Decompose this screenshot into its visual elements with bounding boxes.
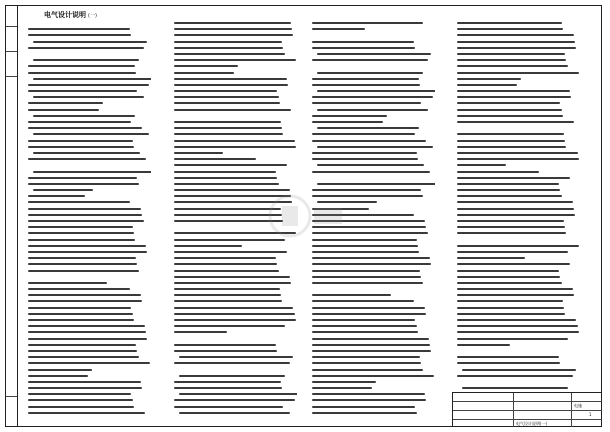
text-line — [28, 393, 131, 395]
text-line — [179, 356, 293, 358]
text-line — [28, 164, 147, 166]
text-line — [457, 356, 559, 358]
text-line — [28, 177, 137, 179]
text-line — [174, 59, 296, 61]
title-suffix: (一) — [88, 13, 97, 19]
text-line — [28, 90, 137, 92]
text-line — [312, 65, 429, 67]
text-line — [28, 325, 145, 327]
text-line — [174, 331, 227, 333]
text-line — [28, 270, 139, 272]
sheet-number: 1 — [589, 412, 592, 417]
title-block-divider — [571, 393, 572, 427]
title-block-row — [453, 419, 602, 420]
text-line — [28, 313, 133, 315]
text-line — [457, 127, 575, 129]
text-line — [28, 239, 135, 241]
text-line — [174, 53, 285, 55]
text-line — [312, 59, 428, 61]
text-line — [312, 47, 415, 49]
text-line — [174, 127, 282, 129]
text-line — [457, 152, 578, 154]
text-line — [312, 399, 426, 401]
binding-divider — [6, 26, 17, 27]
text-line — [33, 78, 151, 80]
text-line — [28, 344, 136, 346]
text-line — [28, 276, 150, 278]
text-line — [174, 288, 280, 290]
text-line — [28, 28, 130, 30]
text-line — [28, 399, 133, 401]
text-line — [457, 251, 568, 253]
text-line — [174, 276, 290, 278]
text-line — [317, 90, 435, 92]
text-line — [28, 294, 141, 296]
text-line — [317, 146, 433, 148]
text-line — [457, 34, 574, 36]
text-line — [28, 220, 144, 222]
text-line — [312, 369, 423, 371]
text-line — [174, 270, 279, 272]
text-line — [174, 313, 295, 315]
text-line — [174, 72, 234, 74]
text-line — [457, 96, 571, 98]
text-line — [28, 282, 107, 284]
text-line — [33, 189, 93, 191]
text-line — [312, 115, 387, 117]
text-line — [312, 331, 418, 333]
text-line — [28, 53, 145, 55]
text-line — [28, 356, 139, 358]
text-line — [28, 226, 133, 228]
text-line — [33, 22, 82, 24]
text-line — [317, 34, 366, 36]
text-line — [457, 72, 579, 74]
text-line — [312, 270, 420, 272]
text-line — [457, 294, 574, 296]
text-column-1 — [28, 22, 151, 417]
text-line — [174, 121, 281, 123]
text-line — [312, 344, 430, 346]
text-line — [28, 288, 130, 290]
text-line — [457, 208, 574, 210]
text-line — [457, 28, 563, 30]
text-line — [457, 183, 559, 185]
text-line — [28, 146, 134, 148]
text-line — [28, 121, 131, 123]
text-line — [312, 325, 417, 327]
text-line — [28, 319, 134, 321]
text-line — [457, 189, 560, 191]
text-line — [457, 257, 525, 259]
text-line — [457, 59, 566, 61]
text-line — [174, 263, 277, 265]
text-line — [457, 226, 565, 228]
text-line — [174, 381, 281, 383]
text-line — [317, 53, 431, 55]
text-line — [174, 34, 293, 36]
text-line — [28, 406, 134, 408]
text-line — [457, 164, 506, 166]
text-line — [317, 127, 419, 129]
text-column-4 — [457, 22, 580, 417]
text-line — [28, 387, 142, 389]
text-line — [28, 251, 147, 253]
text-line — [174, 325, 285, 327]
text-line — [312, 96, 433, 98]
text-line — [457, 171, 539, 173]
text-line — [312, 22, 423, 24]
text-line — [174, 47, 283, 49]
text-line — [174, 307, 293, 309]
text-line — [174, 84, 288, 86]
text-line — [33, 152, 140, 154]
text-line — [174, 96, 279, 98]
text-line — [457, 338, 568, 340]
text-line — [28, 65, 135, 67]
text-line — [28, 127, 142, 129]
text-line — [457, 276, 560, 278]
text-line — [457, 22, 562, 24]
text-line — [457, 109, 562, 111]
text-line — [174, 171, 276, 173]
text-line — [28, 158, 146, 160]
text-line — [312, 78, 419, 80]
text-line — [174, 146, 296, 148]
text-line — [457, 300, 563, 302]
text-line — [312, 406, 415, 408]
binding-margin — [5, 5, 17, 427]
text-line — [33, 96, 144, 98]
text-line — [462, 387, 568, 389]
binding-divider — [6, 76, 17, 77]
text-line — [312, 28, 365, 30]
text-line — [28, 232, 134, 234]
text-line — [174, 350, 277, 352]
text-line — [312, 393, 425, 395]
text-line — [317, 164, 424, 166]
text-line — [28, 245, 146, 247]
text-line — [174, 294, 281, 296]
text-line — [457, 239, 578, 241]
text-line — [457, 53, 565, 55]
text-line — [312, 300, 414, 302]
text-line — [174, 406, 283, 408]
text-line — [312, 41, 414, 43]
text-line — [174, 140, 295, 142]
text-line — [28, 214, 142, 216]
text-line — [312, 245, 418, 247]
text-line — [457, 102, 560, 104]
text-line — [28, 331, 146, 333]
text-line — [28, 257, 136, 259]
text-line — [457, 245, 579, 247]
text-line — [33, 59, 139, 61]
text-line — [174, 183, 279, 185]
text-line — [174, 115, 292, 117]
text-line — [312, 140, 426, 142]
text-line — [28, 307, 131, 309]
text-line — [28, 208, 141, 210]
text-line — [174, 152, 223, 154]
text-line — [28, 350, 137, 352]
text-line — [457, 47, 576, 49]
text-line — [457, 133, 564, 135]
text-line — [457, 177, 570, 179]
text-line — [457, 375, 573, 377]
text-line — [174, 22, 291, 24]
text-line — [28, 47, 144, 49]
text-line — [312, 294, 391, 296]
text-line — [28, 375, 88, 377]
text-line — [33, 41, 147, 43]
text-line — [174, 257, 276, 259]
text-line — [174, 133, 283, 135]
binding-divider — [6, 51, 17, 52]
text-line — [312, 84, 420, 86]
text-line — [457, 288, 573, 290]
text-line — [174, 102, 280, 104]
text-line — [457, 331, 579, 333]
text-line — [457, 201, 573, 203]
text-line — [457, 146, 566, 148]
text-line — [457, 282, 562, 284]
text-line — [457, 263, 570, 265]
text-line — [28, 263, 137, 265]
text-line — [457, 319, 576, 321]
text-line — [312, 158, 418, 160]
text-line — [33, 171, 151, 173]
text-line — [312, 319, 415, 321]
text-line — [317, 109, 428, 111]
text-line — [457, 65, 568, 67]
text-line — [312, 412, 417, 414]
text-line — [28, 201, 130, 203]
binding-divider — [6, 396, 17, 397]
text-line — [174, 362, 290, 364]
text-line — [457, 195, 562, 197]
text-line — [312, 133, 415, 135]
text-line — [174, 41, 282, 43]
text-line — [457, 41, 575, 43]
text-line — [312, 282, 423, 284]
text-line — [312, 375, 434, 377]
text-line — [28, 300, 142, 302]
text-line — [457, 115, 563, 117]
text-line — [312, 152, 417, 154]
text-line — [174, 90, 277, 92]
text-line — [312, 177, 431, 179]
text-line — [28, 369, 92, 371]
text-line — [28, 195, 85, 197]
text-line — [462, 350, 511, 352]
title-block-divider — [513, 393, 514, 427]
text-line — [312, 171, 430, 173]
text-line — [33, 133, 149, 135]
text-line — [312, 387, 372, 389]
text-line — [174, 319, 296, 321]
text-line — [174, 369, 291, 371]
text-line — [28, 381, 141, 383]
text-line — [457, 78, 521, 80]
text-line — [457, 325, 578, 327]
text-line — [28, 84, 149, 86]
text-line — [174, 177, 277, 179]
text-line — [174, 109, 291, 111]
text-line — [312, 257, 430, 259]
text-line — [312, 102, 421, 104]
text-line — [457, 362, 560, 364]
title-block — [452, 392, 602, 427]
text-line — [174, 245, 242, 247]
text-line — [174, 65, 238, 67]
text-line — [457, 313, 565, 315]
text-line — [312, 121, 383, 123]
text-line — [457, 84, 517, 86]
text-line — [33, 115, 135, 117]
text-line — [312, 307, 425, 309]
text-line — [312, 251, 419, 253]
text-line — [28, 102, 103, 104]
text-line — [28, 362, 150, 364]
text-line — [457, 232, 566, 234]
text-line — [174, 344, 276, 346]
text-line — [457, 121, 574, 123]
text-line — [457, 307, 564, 309]
title-text: 电气设计说明 — [44, 11, 86, 19]
text-line — [312, 338, 429, 340]
drawing-name: 电气设计说明(一) — [516, 421, 548, 426]
text-line — [312, 313, 426, 315]
text-line — [312, 263, 431, 265]
document-title — [44, 10, 97, 20]
text-line — [457, 381, 574, 383]
text-line — [28, 140, 133, 142]
text-line — [312, 381, 376, 383]
text-line — [457, 158, 579, 160]
text-line — [457, 90, 570, 92]
text-line — [174, 399, 295, 401]
text-line — [174, 164, 287, 166]
text-line — [312, 356, 420, 358]
text-line — [179, 338, 228, 340]
text-line — [457, 220, 564, 222]
text-line — [312, 288, 434, 290]
text-line — [462, 369, 576, 371]
text-line — [317, 183, 435, 185]
text-line — [174, 251, 287, 253]
text-line — [312, 350, 431, 352]
text-line — [174, 158, 256, 160]
text-line — [179, 375, 285, 377]
text-line — [457, 214, 575, 216]
sheet-label: 电施 — [574, 403, 582, 408]
title-block-row — [453, 401, 602, 402]
text-line — [174, 28, 292, 30]
text-line — [179, 412, 290, 414]
text-line — [174, 282, 291, 284]
text-line — [179, 393, 297, 395]
text-line — [28, 72, 136, 74]
text-line — [174, 387, 282, 389]
text-line — [28, 338, 147, 340]
text-line — [28, 412, 145, 414]
text-line — [312, 362, 421, 364]
text-line — [457, 344, 510, 346]
text-line — [28, 183, 139, 185]
watermark-logo — [262, 188, 348, 244]
title-block-row — [453, 410, 602, 411]
text-line — [457, 270, 559, 272]
text-line — [174, 78, 287, 80]
text-line — [174, 300, 282, 302]
text-line — [28, 109, 99, 111]
text-line — [457, 140, 565, 142]
text-line — [28, 34, 131, 36]
text-line — [312, 276, 421, 278]
text-line — [317, 72, 423, 74]
